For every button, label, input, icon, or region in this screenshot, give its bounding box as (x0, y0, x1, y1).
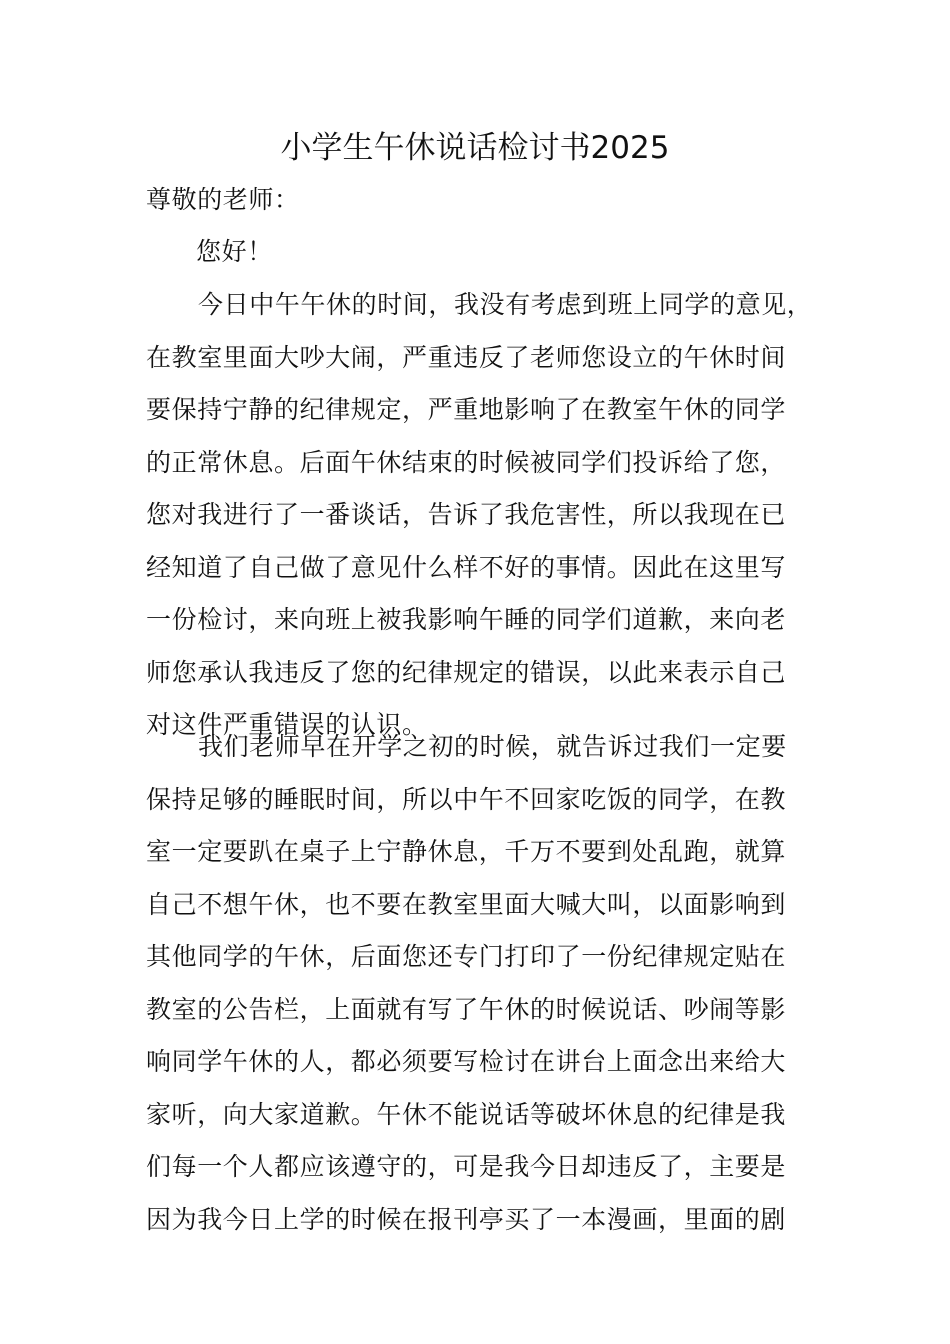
paragraph-line: 经知道了自己做了意见什么样不好的事情。因此在这里写 (146, 552, 787, 582)
paragraph-line: 今日中午午休的时间，我没有考虑到班上同学的意见， (198, 290, 813, 319)
paragraph-line: 我们老师早在开学之初的时候，就告诉过我们一定要 (198, 732, 787, 761)
paragraph-line: 您对我进行了一番谈话，告诉了我危害性，所以我现在已 (146, 500, 787, 529)
paragraph-line: 一份检讨，来向班上被我影响午睡的同学们道歉，来向老 (146, 605, 787, 634)
paragraph-1 (146, 279, 826, 752)
paragraph-line: 家听，向大家道歉。午休不能说话等破坏休息的纪律是我 (146, 1099, 787, 1129)
paragraph-line: 在教室里面大吵大闹，严重违反了老师您设立的午休时间 (146, 342, 787, 372)
paragraph-line: 师您承认我违反了您的纪律规定的错误，以此来表示自己 (146, 657, 787, 687)
paragraph-line: 们每一个人都应该遵守的，可是我今日却违反了，主要是 (146, 1152, 787, 1181)
salutation: 尊敬的老师： (146, 185, 300, 214)
paragraph-line: 保持足够的睡眠时间，所以中午不回家吃饭的同学，在教 (146, 784, 787, 814)
paragraph-line: 响同学午休的人，都必须要写检讨在讲台上面念出来给大 (146, 1047, 787, 1076)
paragraph-line: 的正常休息。后面午休结束的时候被同学们投诉给了您， (146, 447, 787, 477)
paragraph-line: 自己不想午休，也不要在教室里面大喊大叫，以面影响到 (146, 889, 787, 919)
paragraph-line: 室一定要趴在桌子上宁静休息，千万不要到处乱跑，就算 (146, 837, 787, 866)
paragraph-2 (146, 721, 826, 1246)
paragraph-line: 要保持宁静的纪律规定，严重地影响了在教室午休的同学 (146, 395, 787, 424)
paragraph-line: 其他同学的午休，后面您还专门打印了一份纪律规定贴在 (146, 942, 787, 971)
document-title: 小学生午休说话检讨书2025 (280, 130, 670, 166)
paragraph-line: 教室的公告栏，上面就有写了午休的时候说话、吵闹等影 (146, 994, 787, 1024)
paragraph-line: 对这件严重错误的认识。 (146, 710, 428, 739)
greeting: 您好！ (196, 237, 273, 266)
paragraph-line: 因为我今日上学的时候在报刊亭买了一本漫画，里面的剧 (146, 1204, 787, 1234)
